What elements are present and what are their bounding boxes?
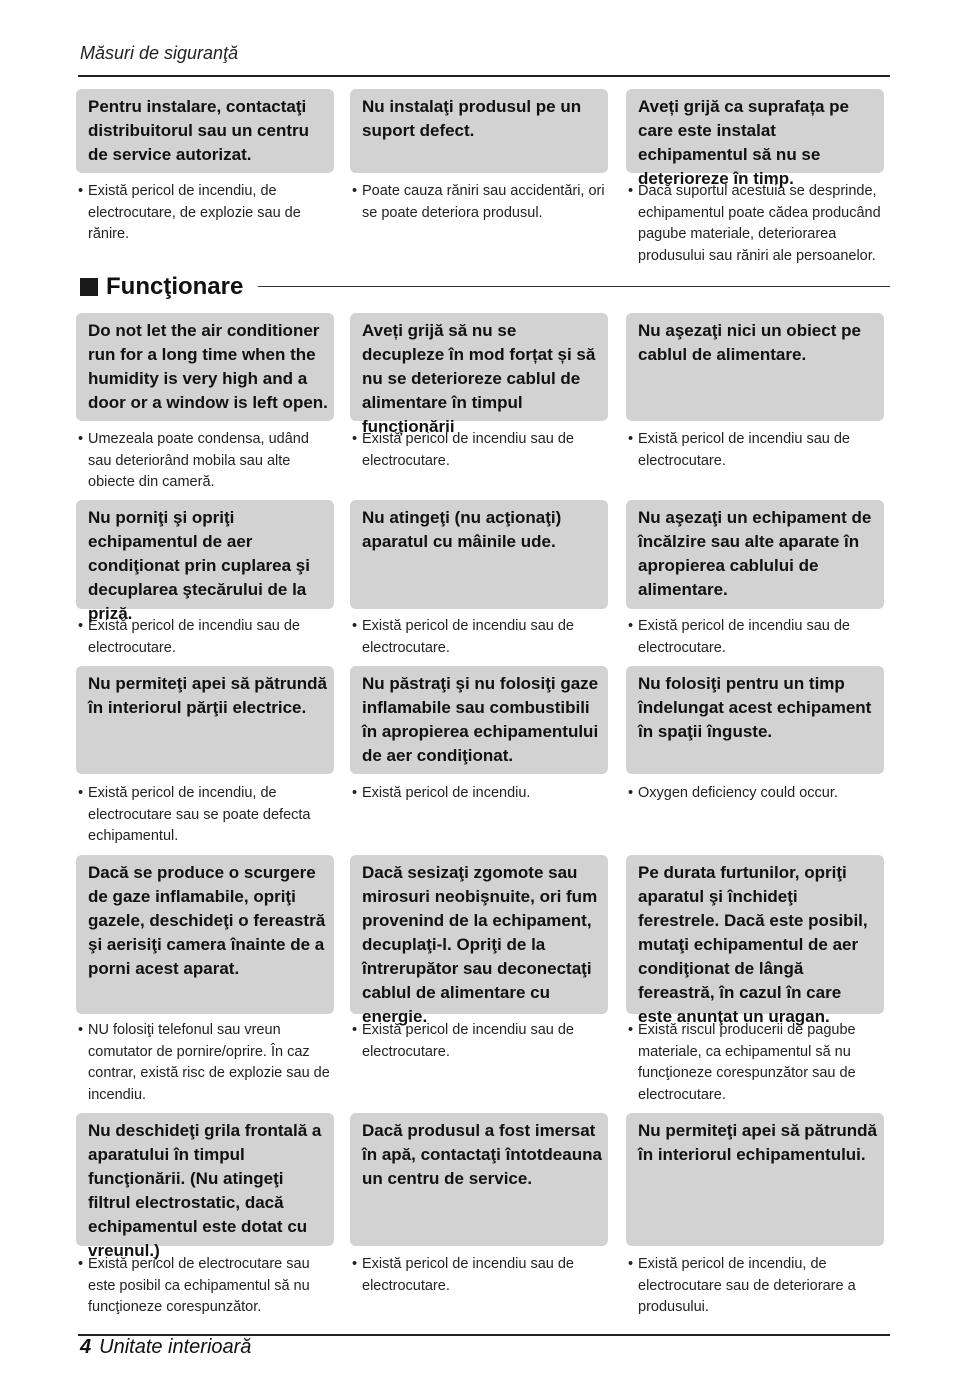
warning-box: Nu aşezaţi nici un obiect pe cablul de alimentare. [626,313,884,421]
warning-box: Nu folosiţi pentru un timp îndelungat acest echipament în spaţii înguste. [626,666,884,774]
page-header-title: Măsuri de siguranţă [80,43,239,63]
warning-box: Nu porniţi şi opriţi echipamentul de aer condiţionat prin cuplarea şi decuplarea ştecărului de la priză. [76,500,334,609]
warning-note: • Dacă suportul acestuia se desprinde, echipamentul poate cădea producând pagube materiale, deteriorarea produsului sau răniri ale persoanelor. [626,181,884,267]
warning-box: Nu permiteţi apei să pătrundă în interiorul părţii electrice. [76,666,334,774]
warning-box: Pentru instalare, contactaţi distribuitorul sau un centru de service autorizat. [76,89,334,173]
warning-note: • Există riscul producerii de pagube materiale, ca echipamentul să nu funcţioneze corespunzător sau de electrocutare. [626,1020,884,1106]
warning-note: • Există pericol de incendiu sau de electrocutare. [626,616,884,659]
page-footer [80,1336,251,1359]
warning-note: • NU folosiţi telefonul sau vreun comutator de pornire/oprire. În caz contrar, există risc de explozie sau de incendiu. [76,1020,334,1106]
warning-box: Nu păstraţi şi nu folosiţi gaze inflamabile sau combustibili în apropierea echipamentului de aer condiţionat. [350,666,608,774]
warning-box: Pe durata furtunilor, opriţi aparatul şi închideţi ferestrele. Dacă este posibil, mutaţi echipamentul de aer condiţionat de lângă fereastră, în cazul în care este anunţat un uragan. [626,855,884,1014]
warning-note: • Există pericol de incendiu sau de electrocutare. [350,429,608,472]
warning-box: Dacă produsul a fost imersat în apă, contactaţi întotdeauna un centru de service. [350,1113,608,1246]
warning-box: Aveți grijă să nu se decupleze în mod forțat și să nu se deterioreze cablul de alimentare în timpul funcționării [350,313,608,421]
warning-box: Dacă se produce o scurgere de gaze inflamabile, opriţi gazele, deschideţi o fereastră şi aerisiţi camera înainte de a porni acest aparat. [76,855,334,1014]
warning-note: • Există pericol de incendiu, de electrocutare sau se poate defecta echipamentul. [76,783,334,848]
warning-box: Nu atingeţi (nu acţionaţi) aparatul cu mâinile ude. [350,500,608,609]
warning-note: • Umezeala poate condensa, udând sau deteriorând mobila sau alte obiecte din cameră. [76,429,334,494]
warning-note: • Există pericol de incendiu sau de electrocutare. [350,1254,608,1297]
warning-note: • Există pericol de electrocutare sau este posibil ca echipamentul să nu funcţioneze corespunzător. [76,1254,334,1319]
warning-note: • Există pericol de incendiu. [350,783,608,805]
page-number: 4 [80,1336,92,1358]
warning-note: • Există pericol de incendiu sau de electrocutare. [626,429,884,472]
warning-box: Nu permiteţi apei să pătrundă în interiorul echipamentului. [626,1113,884,1246]
warning-note: • Există pericol de incendiu sau de electrocutare. [76,616,334,659]
warning-box: Nu instalaţi produsul pe un suport defect. [350,89,608,173]
warning-note: • Există pericol de incendiu sau de electrocutare. [350,616,608,659]
warning-note: • Există pericol de incendiu sau de electrocutare. [350,1020,608,1063]
warning-note: • Oxygen deficiency could occur. [626,783,884,805]
warning-note: • Există pericol de incendiu, de electrocutare sau de deteriorare a produsului. [626,1254,884,1319]
warning-box: Do not let the air conditioner run for a long time when the humidity is very high and a door or a window is left open. [76,313,334,421]
section-title: Funcţionare [106,273,244,300]
warning-box: Dacă sesizaţi zgomote sau mirosuri neobişnuite, ori fum provenind de la echipament, decuplaţi-l. Opriţi de la întrerupător sau deconectaţi cablul de alimentare cu energie. [350,855,608,1014]
warning-box: Nu deschideţi grila frontală a aparatului în timpul funcţionării. (Nu atingeţi filtrul electrostatic, dacă echipamentul este dotat cu vreunul.) [76,1113,334,1246]
footer-label: Unitate interioară [99,1336,252,1358]
warning-note: • Există pericol de incendiu, de electrocutare, de explozie sau de rănire. [76,181,334,246]
warning-box: Nu aşezaţi un echipament de încălzire sau alte aparate în apropierea cablului de alimentare. [626,500,884,609]
warning-box: Aveți grijă ca suprafața pe care este instalat echipamentul să nu se deterioreze în timp. [626,89,884,173]
warning-note: • Poate cauza răniri sau accidentări, ori se poate deteriora produsul. [350,181,608,224]
